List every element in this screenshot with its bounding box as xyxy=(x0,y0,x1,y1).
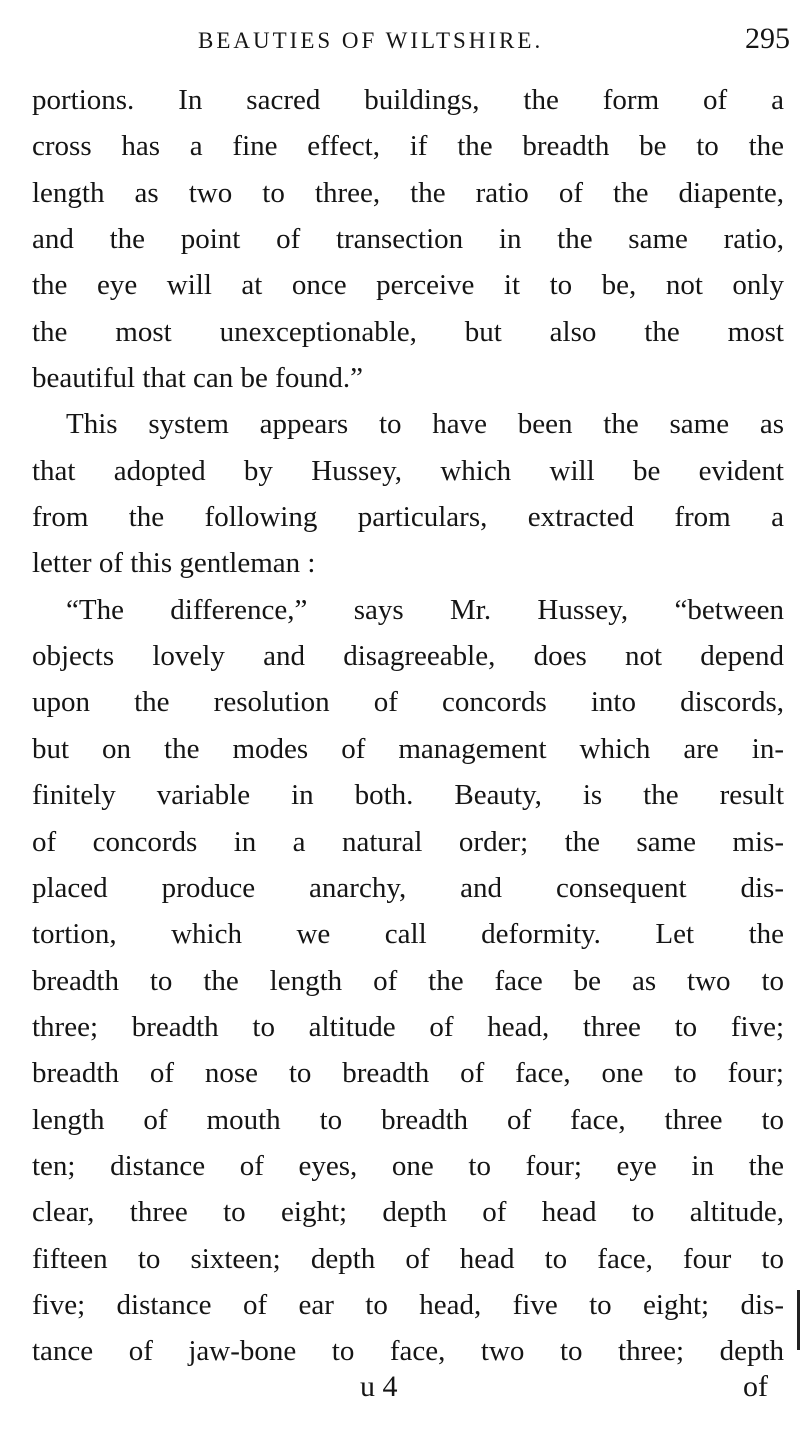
text-line: breadth of nose to breadth of face, one to four; xyxy=(32,1057,784,1090)
running-title: BEAUTIES OF WILTSHIRE. xyxy=(198,28,544,53)
text-line: cross has a fine effect, if the breadth be to the xyxy=(32,130,784,163)
text-line: letter of this gentleman : xyxy=(32,547,316,580)
text-line: that adopted by Hussey, which will be evident xyxy=(32,454,784,487)
body-text xyxy=(32,77,784,1375)
page-footer xyxy=(0,1370,800,1410)
page-number: 295 xyxy=(745,22,790,55)
text-line: tance of jaw-bone to face, two to three; depth xyxy=(32,1335,784,1368)
text-line: upon the resolution of concords into discords, xyxy=(32,686,784,719)
text-line: tortion, which we call deformity. Let the xyxy=(32,918,784,951)
text-line: the most unexceptionable, but also the most xyxy=(32,315,784,348)
text-line: This system appears to have been the same as xyxy=(66,408,784,441)
text-line: the eye will at once perceive it to be, not only xyxy=(32,269,784,302)
text-line: “The difference,” says Mr. Hussey, “between xyxy=(66,593,784,626)
text-line: clear, three to eight; depth of head to altitude, xyxy=(32,1196,784,1229)
text-line: length as two to three, the ratio of the diapente, xyxy=(32,176,784,209)
text-line: placed produce anarchy, and consequent dis- xyxy=(32,871,784,904)
text-line: of concords in a natural order; the same mis- xyxy=(32,825,784,858)
signature-mark: u 4 xyxy=(360,1370,398,1403)
catchword: of xyxy=(743,1370,768,1403)
text-line: length of mouth to breadth of face, three to xyxy=(32,1103,784,1136)
text-line: portions. In sacred buildings, the form of a xyxy=(32,84,784,116)
text-line: finitely variable in both. Beauty, is the result xyxy=(32,779,784,812)
text-line: from the following particulars, extracted from a xyxy=(32,501,784,534)
text-line: and the point of transection in the same ratio, xyxy=(32,223,784,256)
text-line: fifteen to sixteen; depth of head to face, four to xyxy=(32,1242,784,1275)
text-line: breadth to the length of the face be as two to xyxy=(32,964,784,997)
text-line: objects lovely and disagreeable, does not depend xyxy=(32,640,784,673)
text-line: five; distance of ear to head, five to eight; dis- xyxy=(32,1288,784,1321)
text-line: ten; distance of eyes, one to four; eye in the xyxy=(32,1149,784,1182)
text-line: beautiful that can be found.” xyxy=(32,362,363,395)
page-header xyxy=(0,20,800,60)
text-line: but on the modes of management which are in- xyxy=(32,732,784,765)
text-line: three; breadth to altitude of head, three to five; xyxy=(32,1010,784,1043)
